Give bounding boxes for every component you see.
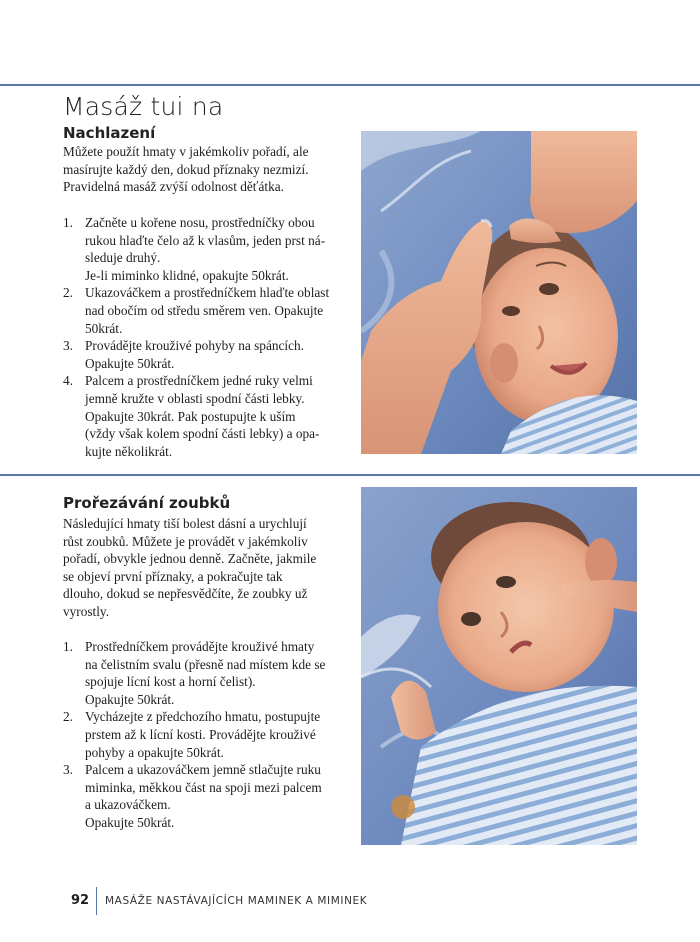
step-item [63,638,353,708]
step-item [63,337,353,372]
text-line: masírujte každý den, dokud příznaky nezmizí. [63,161,309,177]
page-title: Masáž tui na [63,92,224,121]
text-line: Následující hmaty tiší bolest dásní a urychlují [63,516,307,531]
step-line: na čelistním svalu (přesně nad místem kde se [85,656,326,672]
section-heading-teething: Prořezávání zoubků [63,494,231,512]
step-number: 1. [63,215,73,230]
step-line: Opakujte 50krát. [85,691,175,707]
step-line: 50krát. [85,320,123,336]
step-number: 3. [63,338,73,354]
photo-forehead-massage [361,131,637,454]
top-rule [0,84,700,86]
step-line: pohyby a opakujte 50krát. [85,744,224,760]
section-heading-cold: Nachlazení [63,124,156,142]
step-item [63,761,353,831]
text-line: dlouho, dokud se nepřesvědčíte, že zoubky už [63,586,308,602]
step-line: Ukazováčkem a prostředníčkem hlaďte oblast [85,285,330,301]
step-item [63,372,353,460]
step-line: Začněte u kořene nosu, prostředníčky obou [85,215,315,230]
photo-jaw-massage [361,487,637,845]
step-number: 4. [63,373,73,389]
step-line: Palcem a prostředníčkem jedné ruky velmi [85,373,313,389]
step-number: 2. [63,709,73,725]
steps-list-teething [63,638,353,832]
text-line: vyrostly. [63,603,110,619]
intro-paragraph-teething [63,515,353,621]
step-line: (vždy však kolem spodní části lebky) a opa- [85,426,320,442]
step-line: Je-li miminko klidné, opakujte 50krát. [85,267,289,283]
step-line: Prostředníčkem provádějte krouživé hmaty [85,639,315,654]
step-number: 2. [63,285,73,301]
step-number: 3. [63,762,73,778]
step-line: spojuje lícní kost a horní čelist). [85,674,256,690]
step-line: nad obočím od středu směrem ven. Opakujte [85,302,324,318]
step-line: miminka, měkkou část na spoji mezi palcem [85,779,322,795]
steps-list-cold [63,214,353,460]
running-title: MASÁŽE NASTÁVAJÍCÍCH MAMINEK A MIMINEK [105,895,368,907]
intro-paragraph-cold [63,143,353,196]
footer-divider [96,887,97,915]
text-line: Můžete použít hmaty v jakémkoliv pořadí, ale [63,144,309,159]
step-item [63,708,353,761]
step-line: sleduje druhý. [85,250,161,266]
section-divider [0,474,700,476]
photo-illustration [361,131,637,454]
page-number: 92 [71,893,90,908]
step-line: kujte několikrát. [85,443,173,459]
step-line: Provádějte krouživé pohyby na spáncích. [85,338,304,354]
step-item [63,214,353,284]
step-line: rukou hlaďte čelo až k vlasům, jeden prst ná- [85,232,326,248]
text-line: Pravidelná masáž zvýší odolnost děťátka. [63,179,284,195]
text-line: pořadí, obvykle jednou denně. Začněte, jakmile [63,551,317,567]
text-line: se objeví první příznaky, a pokračujte tak [63,568,283,584]
step-line: jemně kružte v oblasti spodní části lebky. [85,390,305,406]
step-line: Opakujte 30krát. Pak postupujte k uším [85,408,296,424]
step-line: Opakujte 50krát. [85,355,175,371]
step-line: Vycházejte z předchozího hmatu, postupujte [85,709,321,725]
step-number: 1. [63,639,73,654]
step-line: prstem až k lícní kosti. Provádějte krouživé [85,726,316,742]
step-line: a ukazováčkem. [85,797,171,813]
step-line: Palcem a ukazováčkem jemně stlačujte ruku [85,762,321,778]
text-line: růst zoubků. Můžete je provádět v jakémkoliv [63,533,308,549]
step-item [63,284,353,337]
photo-illustration [361,487,637,845]
step-line: Opakujte 50krát. [85,814,175,830]
